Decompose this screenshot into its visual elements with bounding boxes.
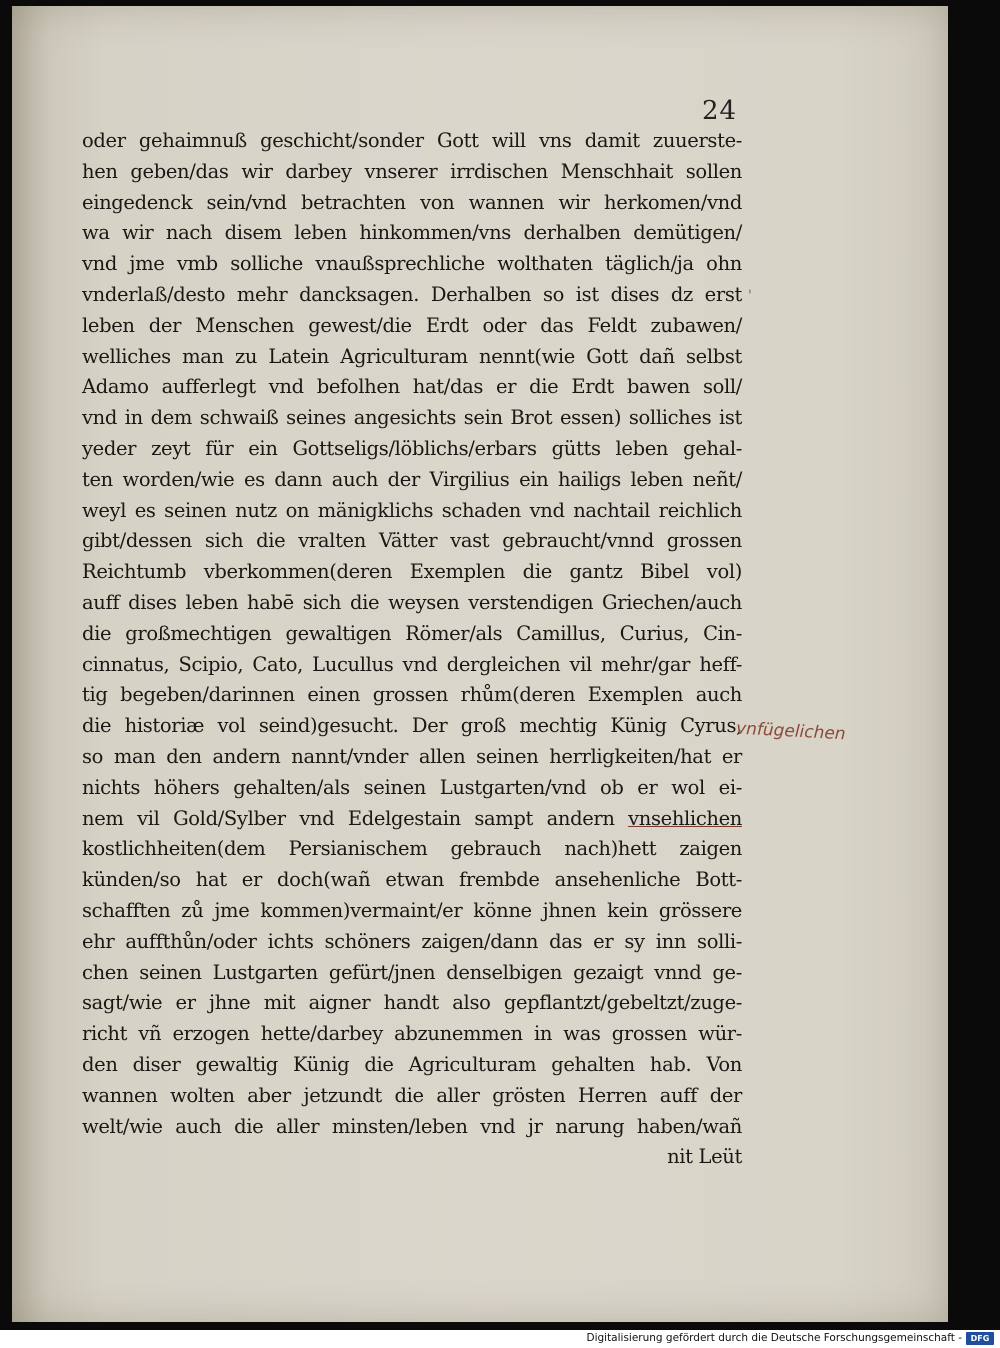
text-line: schafften zů jme kommen)vermaint/er könne jhnen kein grössere bbox=[82, 898, 742, 922]
text-line: cinnatus, Scipio, Cato, Lucullus vnd dergleichen vil mehr/gar heff- bbox=[82, 652, 742, 676]
text-line: Adamo aufferlegt vnd befolhen hat/das er die Erdt bawen soll/ bbox=[82, 375, 742, 399]
text-line: ten worden/wie es dann auch der Virgilius ein hailigs leben neñt/ bbox=[82, 467, 742, 491]
handwritten-margin-note: vnfügelichen bbox=[735, 718, 847, 745]
text-line: ehr auffthůn/oder ichts schöners zaigen/dann das er sy inn solli- bbox=[82, 929, 742, 953]
page-number: 24 bbox=[702, 96, 738, 126]
text-line: welliches man zu Latein Agriculturam nennt(wie Gott dañ selbst bbox=[82, 344, 742, 368]
text-line: weyl es seinen nutz on mänigklichs schaden vnd nachtail reichlich bbox=[82, 498, 742, 522]
underlined-word: vnsehlichen bbox=[628, 806, 742, 830]
text-line: wa wir nach disem leben hinkommen/vns derhalben demütigen/ bbox=[82, 221, 742, 245]
text-line: chen seinen Lustgarten gefürt/jnen denselbigen gezaigt vnnd ge- bbox=[82, 960, 742, 984]
text-line: richt vñ erzogen hette/darbey abzunemmen in was grossen wür- bbox=[82, 1022, 742, 1046]
text-line: vnd jme vmb solliche vnaußsprechliche wolthaten täglich/ja ohn bbox=[82, 252, 742, 276]
text-line: vnd in dem schwaiß seines angesichts sein Brot essen) solliches ist bbox=[82, 406, 742, 430]
text-line: so man den andern nannt/vnder allen seinen herrligkeiten/hat er bbox=[82, 744, 742, 768]
text-line: yeder zeyt für ein Gottseligs/löblichs/erbars gütts leben gehal- bbox=[82, 436, 742, 460]
text-block bbox=[82, 126, 742, 1173]
text-line: oder gehaimnuß geschicht/sonder Gott will vns damit zuuerste- bbox=[82, 129, 742, 152]
text-line: eingedenck sein/vnd betrachten von wannen wir herkomen/vnd bbox=[82, 190, 742, 214]
text-line: die großmechtigen gewaltigen Römer/als Camillus, Curius, Cin- bbox=[82, 621, 742, 645]
text-line: hen geben/das wir darbey vnserer irrdischen Menschhait sollen bbox=[82, 159, 742, 183]
text-line: sagt/wie er jhne mit aigner handt also gepflantzt/gebeltzt/zuge- bbox=[82, 991, 742, 1015]
text-line: nichts höhers gehalten/als seinen Lustgarten/vnd ob er wol ei- bbox=[82, 775, 742, 799]
text-line: vnderlaß/desto mehr dancksagen. Derhalben so ist dises dz erst bbox=[82, 282, 742, 306]
text-line: wannen wolten aber jetzundt die aller grösten Herren auff der bbox=[82, 1083, 742, 1107]
text-line: nem vil Gold/Sylber vnd Edelgestain sampt andern vnsehlichen bbox=[82, 806, 742, 830]
text-line: leben der Menschen gewest/die Erdt oder das Feldt zubawen/ bbox=[82, 313, 742, 337]
footer-bar bbox=[0, 1330, 1000, 1348]
funding-credit: Digitalisierung gefördert durch die Deutsche Forschungsgemeinschaft - bbox=[586, 1332, 962, 1344]
text-line: den diser gewaltig Künig die Agriculturam gehalten hab. Von bbox=[82, 1052, 742, 1076]
text-line: auff dises leben habē sich die weysen verstendigen Griechen/auch bbox=[82, 590, 742, 614]
catchword-line: nit Leüt bbox=[667, 1145, 742, 1169]
margin-mark: ' bbox=[748, 288, 752, 304]
text-line: künden/so hat er doch(wañ etwan frembde ansehenliche Bott- bbox=[82, 868, 742, 892]
text-line: die historiæ vol seind)gesucht. Der groß mechtig Künig Cyrus, bbox=[82, 714, 742, 738]
text-line: kostlichheiten(dem Persianischem gebrauch nach)hett zaigen bbox=[82, 837, 742, 861]
text-line: welt/wie auch die aller minsten/leben vnd jr narung haben/wañ bbox=[82, 1114, 742, 1138]
text-line: Reichtumb vberkommen(deren Exemplen die gantz Bibel vol) bbox=[82, 560, 742, 584]
text-line: tig begeben/darinnen einen grossen rhům(deren Exemplen auch bbox=[82, 683, 742, 707]
text-line: gibt/dessen sich die vralten Vätter vast gebraucht/vnnd grossen bbox=[82, 529, 742, 553]
dfg-logo: DFG bbox=[966, 1332, 994, 1345]
